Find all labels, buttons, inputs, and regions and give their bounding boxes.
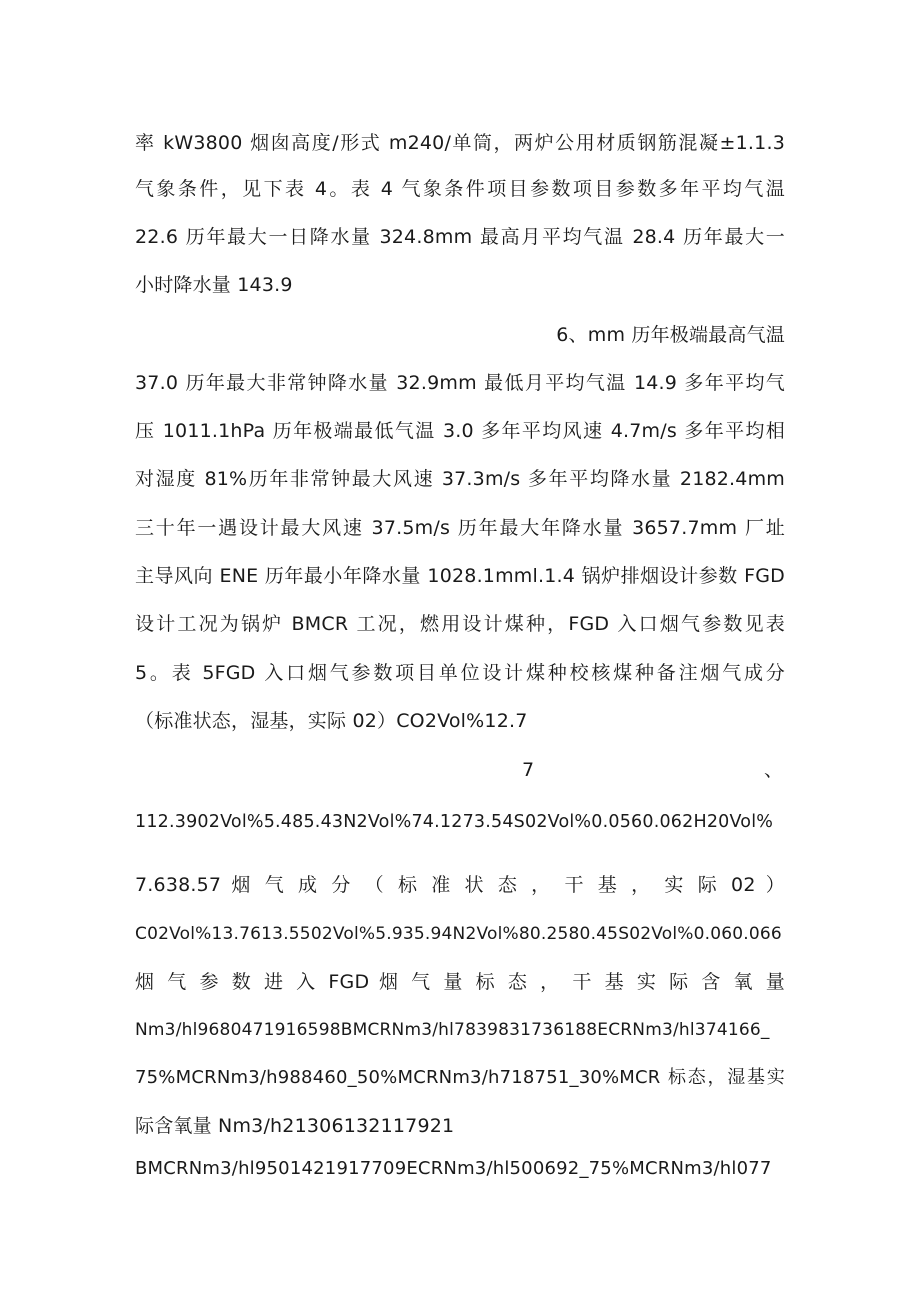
text-line-17: 7.638.57 烟 气 成 分 （ 标 准 状 态 ， 干 基 ， 实 际 02 ） bbox=[135, 874, 785, 896]
text-line-7: 压 1011.1hPa 历年极端最低气温 3.0 多年平均风速 4.7m/s 多年平均相 bbox=[135, 420, 785, 442]
text-line-5: 6、mm 历年极端最高气温 bbox=[556, 324, 785, 346]
text-line-3: 22.6 历年最大一日降水量 324.8mm 最高月平均气温 28.4 历年最大一 bbox=[135, 226, 785, 248]
text-line-19: 烟 气 参 数 进 入 FGD 烟 气 量 标 态 ， 干 基 实 际 含 氧 量 bbox=[135, 971, 785, 993]
text-line-13: （标准状态，湿基，实际 02）CO2Vol%12.7 bbox=[135, 710, 528, 732]
text-line-10: 主导风向 ENE 历年最小年降水量 1028.1mml.1.4 锅炉排烟设计参数 FGD bbox=[135, 565, 785, 587]
text-line-4: 小时降水量 143.9 bbox=[135, 274, 293, 296]
text-line-2: 气象条件，见下表 4。表 4 气象条件项目参数项目参数多年平均气温 bbox=[135, 178, 785, 200]
text-line-14: 7 bbox=[522, 759, 535, 781]
text-line-23: BMCRNm3/hl9501421917709ECRNm3/hl500692_75%MCRNm3/hl077 bbox=[135, 1158, 772, 1179]
text-line-15: 、 bbox=[764, 759, 784, 781]
text-line-22: 际含氧量 Nm3/h21306132117921 bbox=[135, 1115, 455, 1137]
text-line-1: 率 kW3800 烟囱高度/形式 m240/单筒，两炉公用材质钢筋混凝±1.1.3 bbox=[135, 132, 785, 154]
text-line-18: C02Vol%13.7613.5502Vol%5.935.94N2Vol%80.2580.45S02Vol%0.060.066 bbox=[135, 924, 782, 944]
text-line-6: 37.0 历年最大非常钟降水量 32.9mm 最低月平均气温 14.9 多年平均气 bbox=[135, 372, 785, 394]
text-line-16: 112.3902Vol%5.485.43N2Vol%74.1273.54S02Vol%0.0560.062H20Vol% bbox=[135, 812, 774, 832]
text-line-11: 设计工况为锅炉 BMCR 工况，燃用设计煤种，FGD 入口烟气参数见表 bbox=[135, 613, 785, 635]
text-line-8: 对湿度 81%历年非常钟最大风速 37.3m/s 多年平均降水量 2182.4mm bbox=[135, 468, 785, 490]
text-line-9: 三十年一遇设计最大风速 37.5m/s 历年最大年降水量 3657.7mm 厂址 bbox=[135, 517, 785, 539]
text-line-21: 75%MCRNm3/h988460_50%MCRNm3/h718751_30%MCR 标态，湿基实 bbox=[135, 1067, 785, 1088]
text-line-20: Nm3/hl9680471916598BMCRNm3/hl7839831736188ECRNm3/hl374166_ bbox=[135, 1020, 770, 1040]
text-line-12: 5。表 5FGD 入口烟气参数项目单位设计煤种校核煤种备注烟气成分 bbox=[135, 662, 785, 684]
